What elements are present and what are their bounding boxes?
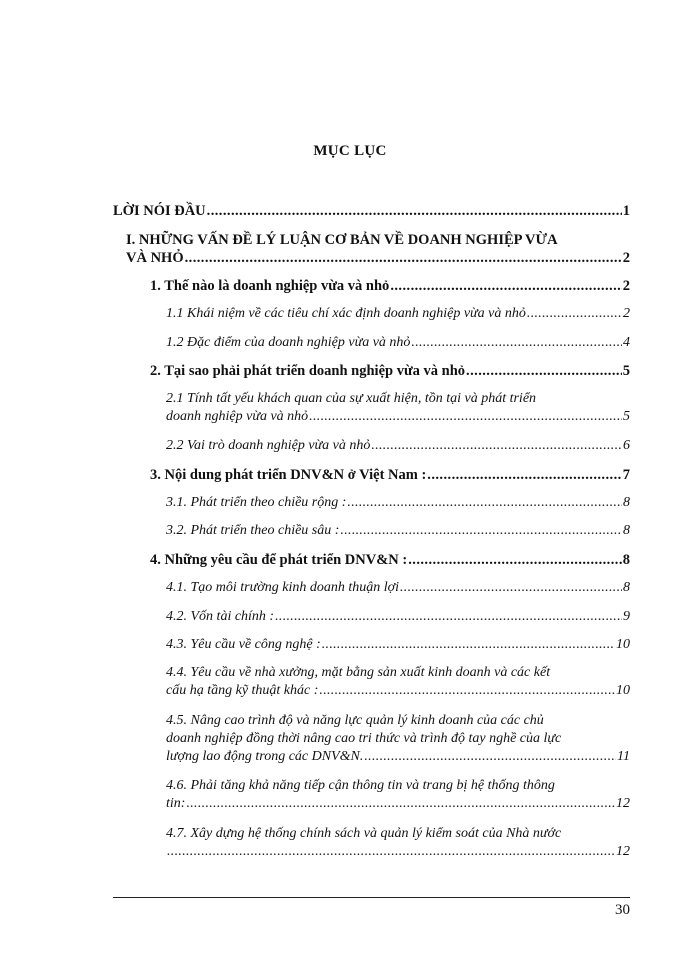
toc-entry-text: 4.3. Yêu cầu về công nghệ :	[166, 637, 321, 652]
toc-leader-dots	[466, 362, 622, 380]
toc-entry-text: 4.1. Tạo môi trường kinh doanh thuận lợi	[166, 580, 399, 595]
toc-leader-dots	[390, 277, 621, 295]
toc-entry-page: 1	[622, 203, 630, 219]
toc-entry-text-line: 4.4. Yêu cầu về nhà xưởng, mặt bằng sản xuất kinh doanh và các kết	[166, 665, 551, 680]
toc-leader-dots	[400, 579, 622, 597]
toc-entry-text-line: 4.5. Nâng cao trình độ và năng lực quản lý kinh doanh của các chủ	[166, 713, 544, 728]
toc-entry-page: 9	[623, 609, 630, 624]
page-number: 30	[615, 902, 630, 918]
toc-leader-dots	[364, 748, 616, 766]
toc-entry-page: 5	[623, 409, 630, 424]
toc-entry[interactable]	[166, 664, 630, 700]
toc-leader-dots	[322, 636, 615, 654]
toc-entry-text: doanh nghiệp vừa và nhỏ	[166, 409, 309, 424]
toc-entry[interactable]	[166, 825, 630, 861]
toc-leader-dots	[347, 494, 622, 512]
toc-leader-dots	[371, 437, 622, 455]
footer-divider	[113, 897, 630, 898]
toc-entry-page: 4	[623, 335, 630, 350]
toc-entry-page: 10	[616, 637, 630, 652]
toc-entry-page: 12	[616, 796, 630, 811]
toc-entry-text: tin:	[166, 796, 186, 811]
toc-entry-text: VÀ NHỎ	[126, 250, 184, 266]
toc-entry[interactable]	[166, 777, 630, 813]
toc-entry-page: 12	[616, 844, 630, 859]
toc-entry-text-line: 4.6. Phải tăng khả năng tiếp cận thông tin và trang bị hệ thống thông	[166, 778, 555, 793]
toc-entry-text: 1.2 Đặc điểm của doanh nghiệp vừa và nhỏ	[166, 335, 411, 350]
toc-entry[interactable]	[166, 608, 630, 626]
toc-entry-text: 3.1. Phát triển theo chiều rộng :	[166, 495, 347, 510]
toc-entry[interactable]	[150, 362, 630, 380]
toc-leader-dots	[340, 522, 622, 540]
toc-entry-page: 8	[622, 552, 630, 568]
toc-entry[interactable]	[166, 437, 630, 455]
toc-entry-text: 3. Nội dung phát triển DNV&N ở Việt Nam :	[150, 467, 427, 483]
toc-entry[interactable]	[166, 334, 630, 352]
toc-entry-page: 8	[623, 495, 630, 510]
toc-entry-page: 7	[622, 467, 630, 483]
toc-entry-page: 6	[623, 438, 630, 453]
toc-entry[interactable]	[166, 712, 630, 766]
toc-entry-text: 2. Tại sao phải phát triển doanh nghiệp vừa và nhỏ	[150, 363, 466, 379]
toc-entry-page: 11	[617, 749, 630, 764]
toc-leader-dots	[186, 795, 615, 813]
toc-entry[interactable]	[166, 579, 630, 597]
toc-entry[interactable]	[150, 277, 630, 295]
toc-entry-text: 2.2 Vai trò doanh nghiệp vừa và nhỏ	[166, 438, 371, 453]
toc-entry-text: 4.2. Vốn tài chính :	[166, 609, 275, 624]
toc-entry-page: 5	[622, 363, 630, 379]
toc-entry-text-line: 2.1 Tính tất yếu khách quan của sự xuất hiện, tồn tại và phát triển	[166, 391, 537, 406]
toc-entry-text: 1. Thế nào là doanh nghiệp vừa và nhỏ	[150, 278, 390, 294]
toc-leader-dots	[319, 682, 615, 700]
toc-leader-dots	[411, 334, 622, 352]
toc-leader-dots	[427, 466, 621, 484]
toc-leader-dots	[309, 408, 622, 426]
toc-leader-dots	[408, 551, 622, 569]
toc-entry[interactable]	[166, 636, 630, 654]
toc-title: MỤC LỤC	[313, 143, 387, 159]
toc-entry-text-line: I. NHỮNG VẤN ĐỀ LÝ LUẬN CƠ BẢN VỀ DOANH NGHIỆP VỪA	[126, 232, 558, 248]
toc-entry[interactable]	[166, 522, 630, 540]
toc-entry[interactable]	[166, 390, 630, 426]
toc-entry-text: LỜI NÓI ĐẦU	[113, 203, 206, 219]
toc-entry[interactable]	[166, 494, 630, 512]
toc-entry[interactable]	[150, 466, 630, 484]
toc-entry[interactable]	[126, 231, 630, 267]
toc-entry-page: 2	[622, 250, 630, 266]
toc-entry[interactable]	[150, 551, 630, 569]
toc-entry-text-line: 4.7. Xây dựng hệ thống chính sách và quản lý kiểm soát của Nhà nước	[166, 826, 562, 841]
toc-entry-text: 3.2. Phát triển theo chiều sâu :	[166, 523, 340, 538]
toc-entry-page: 2	[623, 306, 630, 321]
toc-entry[interactable]	[113, 202, 630, 220]
toc-leader-dots	[527, 305, 622, 323]
toc-entry[interactable]	[166, 305, 630, 323]
toc-entry-page: 2	[622, 278, 630, 294]
toc-entry-text-line: doanh nghiệp đồng thời nâng cao tri thức và trình độ tay nghề của lực	[166, 731, 562, 746]
toc-leader-dots	[275, 608, 622, 626]
toc-entry-page: 8	[623, 523, 630, 538]
toc-entry-text: 1.1 Khái niệm về các tiêu chí xác định doanh nghiệp vừa và nhỏ	[166, 306, 526, 321]
toc-leader-dots	[167, 843, 615, 861]
toc-leader-dots	[207, 202, 622, 220]
toc-leader-dots	[185, 249, 622, 267]
toc-entry-page: 10	[616, 683, 630, 698]
toc-entry-text: cấu hạ tầng kỹ thuật khác :	[166, 683, 319, 698]
toc-entry-page: 8	[623, 580, 630, 595]
toc-entry-text: lượng lao động trong các DNV&N.	[166, 749, 364, 764]
toc-entry-text: 4. Những yêu cầu để phát triển DNV&N :	[150, 552, 408, 568]
